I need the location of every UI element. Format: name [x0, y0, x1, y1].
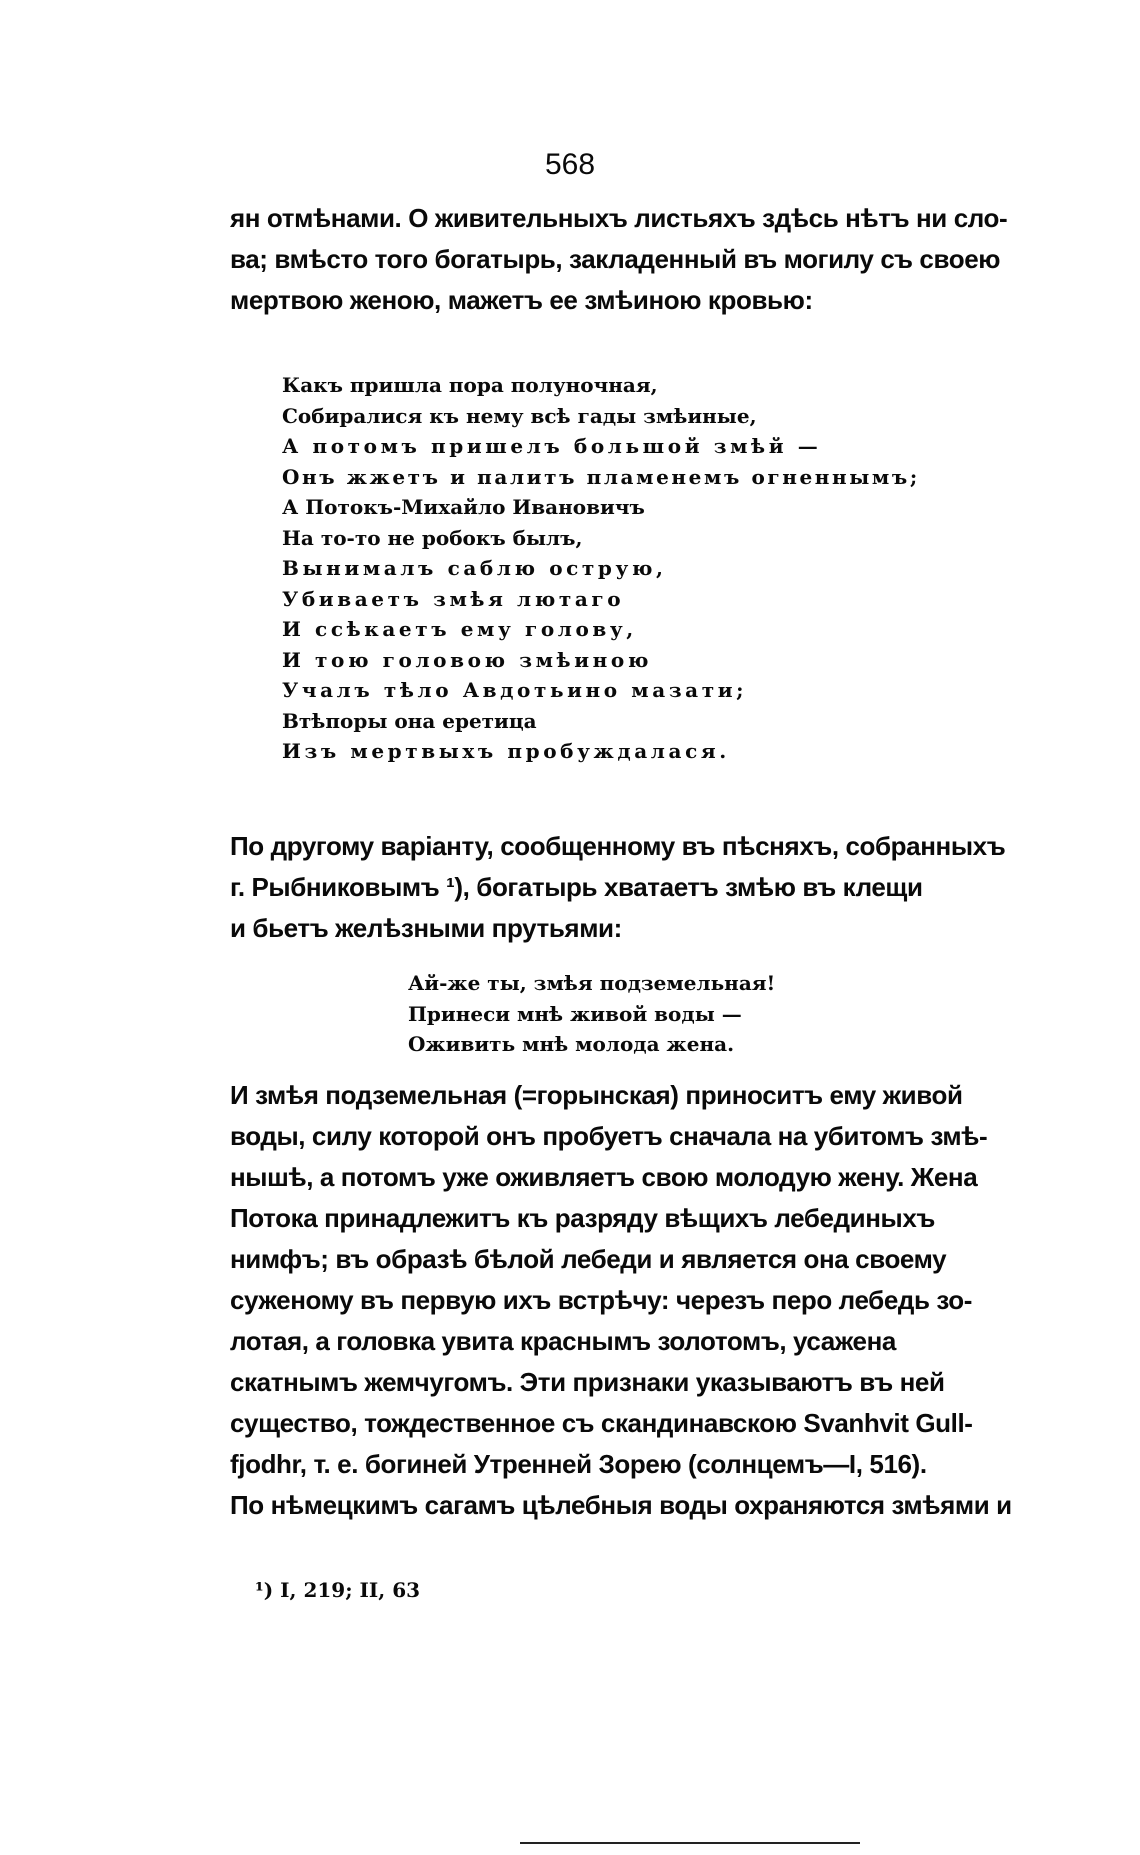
verse-2 — [408, 968, 775, 1060]
text-line: ян отмѣнами. О живительныхъ листьяхъ здѣсь нѣтъ ни сло- — [230, 203, 1008, 233]
text-line: лотая, а головка увита краснымъ золотомъ, усажена — [230, 1326, 896, 1356]
verse-line: На то-то не робокъ былъ, — [282, 525, 583, 550]
text-line: И змѣя подземельная (=горынская) приноситъ ему живой — [230, 1080, 963, 1110]
text-line: существо, тождественное съ скандинавскою Svanhvit Gull- — [230, 1408, 973, 1438]
text-line: Потока принадлежитъ къ разряду вѣщихъ лебединыхъ — [230, 1203, 935, 1233]
text-line: По другому варіанту, сообщенному въ пѣсняхъ, собранныхъ — [230, 831, 1006, 861]
verse-line: Онъ жжетъ и палитъ пламенемъ огненнымъ; — [282, 464, 920, 489]
text-line: нимфъ; въ образѣ бѣлой лебеди и является она своему — [230, 1244, 947, 1274]
verse-line: Втѣпоры она еретица — [282, 708, 537, 733]
text-line: скатнымъ жемчугомъ. Эти признаки указываютъ въ ней — [230, 1367, 945, 1397]
verse-line: Собиралися къ нему всѣ гады змѣиные, — [282, 403, 757, 428]
verse-line: Оживить мнѣ молода жена. — [408, 1032, 735, 1056]
verse-line: Убиваетъ змѣя лютаго — [282, 586, 625, 611]
text-line: мертвою женою, мажетъ ее змѣиною кровью: — [230, 285, 813, 315]
paragraph-3 — [230, 1075, 1054, 1526]
footnote: ¹) I, 219; II, 63 — [255, 1578, 421, 1602]
verse-line: Принеси мнѣ живой воды — — [408, 1001, 742, 1026]
text-line: г. Рыбниковымъ ¹), богатырь хватаетъ змѣю въ клещи — [230, 872, 923, 902]
verse-line: И ссѣкаетъ ему голову, — [282, 617, 637, 641]
bottom-rule — [520, 1842, 860, 1844]
verse-line: Какъ пришла пора полуночная, — [282, 373, 658, 397]
verse-1 — [282, 370, 920, 767]
text-line: и бьетъ желѣзными прутьями: — [230, 913, 622, 943]
verse-line: А Потокъ-Михайло Ивановичъ — [282, 495, 645, 519]
page-number: 568 — [544, 148, 596, 181]
verse-line: Ай-же ты, змѣя подземельная! — [408, 971, 776, 995]
paragraph-1 — [230, 198, 1054, 321]
verse-line: А потомъ пришелъ большой змѣй — — [282, 434, 822, 458]
text-line: ва; вмѣсто того богатырь, закладенный въ могилу съ своею — [230, 244, 1001, 274]
text-line: суженому въ первую ихъ встрѣчу: черезъ перо лебедь зо- — [230, 1285, 973, 1315]
text-line: нышѣ, а потомъ уже оживляетъ свою молодую жену. Жена — [230, 1162, 978, 1192]
paragraph-2 — [230, 826, 1054, 949]
verse-line: Учалъ тѣло Авдотьино мазати; — [282, 678, 748, 702]
text-line: По нѣмецкимъ сагамъ цѣлебныя воды охраняются змѣями и — [230, 1490, 1012, 1520]
verse-line: Вынималъ саблю острую, — [282, 556, 667, 580]
text-line: воды, силу которой онъ пробуетъ сначала на убитомъ змѣ- — [230, 1121, 988, 1151]
verse-line: И тою головою змѣиною — [282, 647, 652, 672]
text-line: fjodhr, т. е. богиней Утренней Зорею (солнцемъ—I, 516). — [230, 1449, 927, 1479]
verse-line: Изъ мертвыхъ пробуждалася. — [282, 739, 730, 763]
